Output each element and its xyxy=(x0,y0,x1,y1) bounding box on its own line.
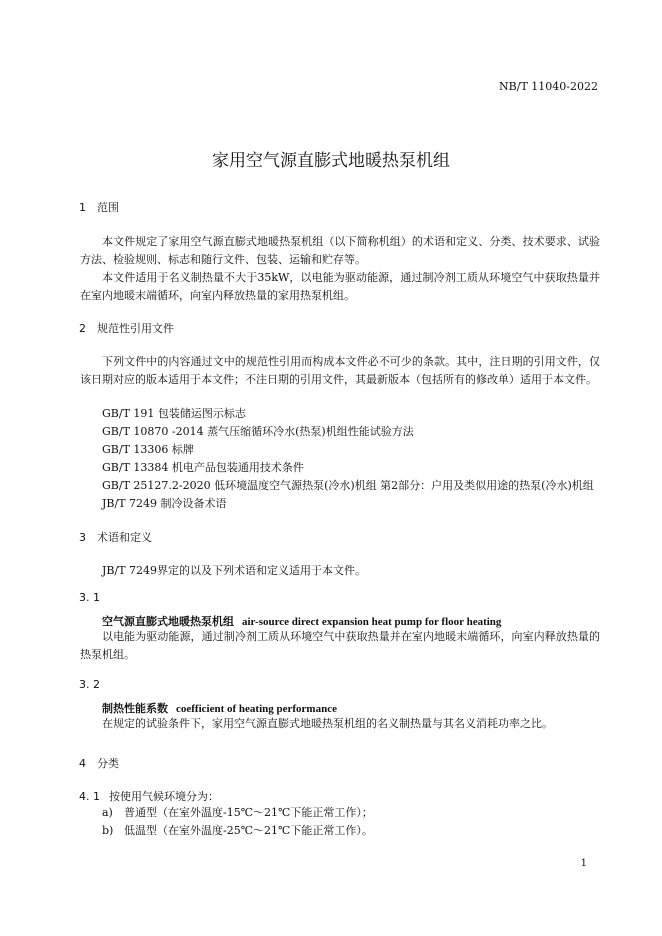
term-en: coefficient of heating performance xyxy=(176,703,337,715)
reference-item: GB/T 13306 标牌 xyxy=(102,443,194,456)
section-4-heading xyxy=(79,755,119,771)
term-3-2-number: 3. 2 xyxy=(79,678,100,691)
section-title: 术语和定义 xyxy=(97,531,152,544)
list-label: b) xyxy=(102,824,114,837)
terms-intro: JB/T 7249界定的以及下列术语和定义适用于本文件。 xyxy=(102,564,367,577)
list-item xyxy=(102,804,373,822)
term-3-1-definition: 以电能为驱动能源，通过制冷剂工质从环境空气中获取热量并在室内地暖末端循环，向室内释放热量的热泵机组。 xyxy=(80,630,600,661)
subclause-text: 按使用气候环境分为： xyxy=(109,790,219,803)
reference-item: GB/T 25127.2-2020 低环境温度空气源热泵(冷水)机组 第2部分：户用及类似用途的热泵(冷水)机组 xyxy=(102,479,594,492)
section-title: 分类 xyxy=(97,757,119,770)
subclause-number: 4. 1 xyxy=(79,790,100,803)
section-number: 2 xyxy=(79,322,86,335)
term-3-1-title xyxy=(102,613,501,629)
reference-item: GB/T 10870 -2014 蒸气压缩循环冷水(热泵)机组性能试验方法 xyxy=(102,425,414,438)
references-intro: 下列文件中的内容通过文中的规范性引用而构成本文件必不可少的条款。其中，注日期的引用文件，仅该日期对应的版本适用于本文件；不注日期的引用文件，其最新版本（包括所有的修改单）适用于本文件。 xyxy=(80,355,600,386)
term-3-2-definition: 在规定的试验条件下，家用空气源直膨式地暖热泵机组的名义制热量与其名义消耗功率之比。 xyxy=(102,717,553,730)
document-title: 家用空气源直膨式地暖热泵机组 xyxy=(212,151,450,171)
reference-item: GB/T 191 包装储运图示标志 xyxy=(102,407,246,420)
section-title: 规范性引用文件 xyxy=(97,322,174,335)
page-number: 1 xyxy=(580,858,587,869)
term-3-2-title xyxy=(102,700,337,716)
section-number: 4 xyxy=(79,757,86,770)
section-number: 3 xyxy=(79,531,86,544)
list-item xyxy=(102,822,373,840)
scope-paragraph-1: 本文件规定了家用空气源直膨式地暖热泵机组（以下简称机组）的术语和定义、分类、技术要求、试验方法、检验规则、标志和随行文件、包装、运输和贮存等。 xyxy=(80,235,600,266)
section-number: 1 xyxy=(79,201,86,214)
term-en: air-source direct expansion heat pump for floor heating xyxy=(242,616,502,628)
term-3-1-number: 3. 1 xyxy=(79,591,100,604)
section-2-heading xyxy=(79,320,174,336)
term-cn: 制热性能系数 xyxy=(102,702,168,715)
section-3-heading xyxy=(79,529,152,545)
term-cn: 空气源直膨式地暖热泵机组 xyxy=(102,615,234,628)
list-label: a) xyxy=(102,806,113,819)
section-1-heading xyxy=(79,199,119,215)
reference-item: GB/T 13384 机电产品包装通用技术条件 xyxy=(102,461,304,474)
scope-paragraph-2: 本文件适用于名义制热量不大于35kW，以电能为驱动能源，通过制冷剂工质从环境空气中获取热量并在室内地暖末端循环，向室内释放热量的家用热泵机组。 xyxy=(80,271,600,302)
reference-item: JB/T 7249 制冷设备术语 xyxy=(102,497,227,510)
standard-code: NB/T 11040-2022 xyxy=(499,80,598,93)
section-title: 范围 xyxy=(97,201,119,214)
list-text: 普通型（在室外温度-15℃～21℃下能正常工作）； xyxy=(124,806,373,819)
subclause-4-1 xyxy=(79,788,219,804)
list-text: 低温型（在室外温度-25℃～21℃下能正常工作）。 xyxy=(124,824,373,837)
